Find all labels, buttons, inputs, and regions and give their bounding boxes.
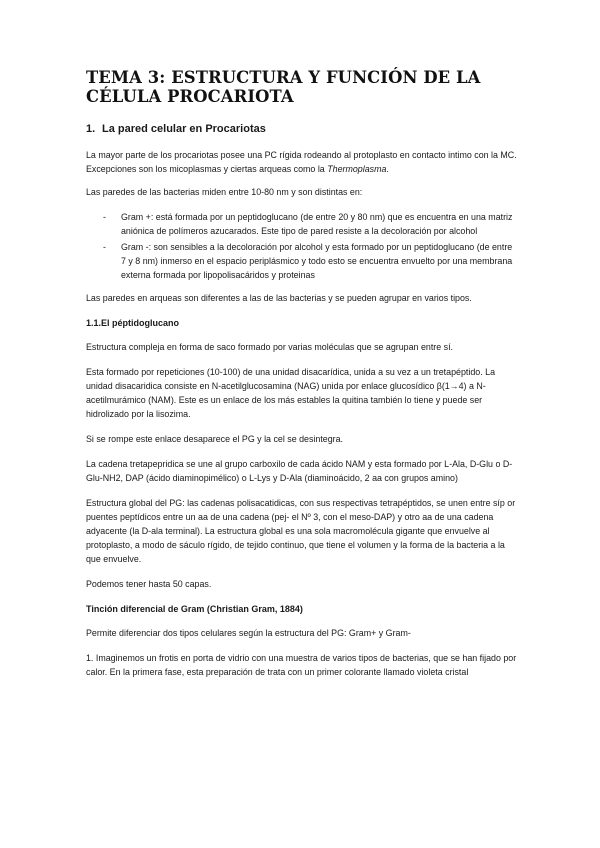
paragraph-global-structure: Estructura global del PG: las cadenas polisacatidicas, con sus respectivas tetrapéptidos, se unen entre síp or puentes peptídicos entre un aa de una cadena (pej- el Nº 3, con el meso-DAP) y otro aa de una cadena adyacente (la D-ala terminal). La estructura global es una sola macromolécula gigante que envuelve al protoplasto, a modo de sáculo rígido, de tejido continuo, que tiene el volumen y la forma de la bacteria a la que envuelve.: [86, 498, 516, 564]
page-title: TEMA 3: ESTRUCTURA Y FUNCIÓN DE LA CÉLULA PROCARIOTA: [86, 68, 481, 106]
paragraph-wall-size: Las paredes de las bacterias miden entre 10-80 nm y son distintas en:: [86, 187, 363, 197]
subsection-heading-gram-stain: Tinción diferencial de Gram (Christian Gram, 1884): [86, 604, 303, 614]
paragraph-gram-intro: Permite diferenciar dos tipos celulares según la estructura del PG: Gram+ y Gram-: [86, 628, 411, 638]
list-item-gram-positive: [86, 210, 518, 238]
paragraph-bond: Si se rompe este enlace desaparece el PG y la cel se desintegra.: [86, 434, 344, 444]
dash-bullet: -: [103, 212, 106, 222]
paragraph-repeats: Esta formado por repeticiones (10-100) de una unidad disacarídica, unida a su vez a un tretapéptido. La unidad disacaridica consiste en N-acetilglucosamina (NAG) unida por enlace glucosídico β(1→4) a N-acetilmurámico (NAM). Este es un enlace de los más estables la quitina también lo tiene y puede ser hidrolizado por la lisozima.: [86, 367, 496, 419]
gram-list: [86, 210, 518, 282]
paragraph-intro-end: .: [386, 164, 389, 174]
species-name: Thermoplasma: [327, 164, 387, 174]
document-body: [86, 68, 518, 688]
paragraph-archaea: Las paredes en arqueas son diferentes a las de las bacterias y se pueden agrupar en varios tipos.: [86, 293, 472, 303]
paragraph-tetrapeptide: La cadena tretapepridica se une al grupo carboxilo de cada ácido NAM y esta formado por L-Ala, D-Glu o D-Glu-NH2, DAP (ácido diaminopimélico) o L-Lys y D-Ala (diaminoácido, 2 aa con grupos amino): [86, 459, 513, 483]
section-heading: [86, 122, 518, 136]
paragraph-step-one: 1. Imaginemos un frotis en porta de vidrio con una muestra de varios tipos de bacterias, que se han fijado por calor. En la primera fase, esta preparación de trata con un primer colorante llamado violeta cristal: [86, 653, 517, 677]
list-item-text: Gram +: está formada por un peptidoglucano (de entre 20 y 80 nm) que es encuentra en una matriz aniónica de polímeros azucarados. Este tipo de pared resiste a la decoloración por alcohol: [121, 212, 513, 236]
subsection-heading-peptidoglucano: 1.1.El péptidoglucano: [86, 318, 180, 328]
list-item-gram-negative: [86, 240, 518, 282]
paragraph-structure: Estructura compleja en forma de saco formado por varias moléculas que se agrupan entre sí.: [86, 342, 454, 352]
section-number: 1.: [86, 123, 96, 135]
section-title: La pared celular en Procariotas: [102, 123, 266, 135]
dash-bullet: -: [103, 242, 106, 252]
paragraph-intro-text: La mayor parte de los procariotas posee una PC rígida rodeando al protoplasto en contacto intimo con la MC. Excepciones son los micoplasmas y ciertas arqueas como la: [86, 150, 517, 174]
paragraph-layers: Podemos tener hasta 50 capas.: [86, 579, 212, 589]
paragraph-intro: [86, 148, 518, 176]
list-item-text: Gram -: son sensibles a la decoloración por alcohol y esta formado por un peptidoglucano (de entre 7 y 8 nm) inmerso en el espacio periplásmico y todo esto se encuentra envuelto por una membrana externa formada por lipopolisacáridos y proteinas: [121, 242, 513, 280]
